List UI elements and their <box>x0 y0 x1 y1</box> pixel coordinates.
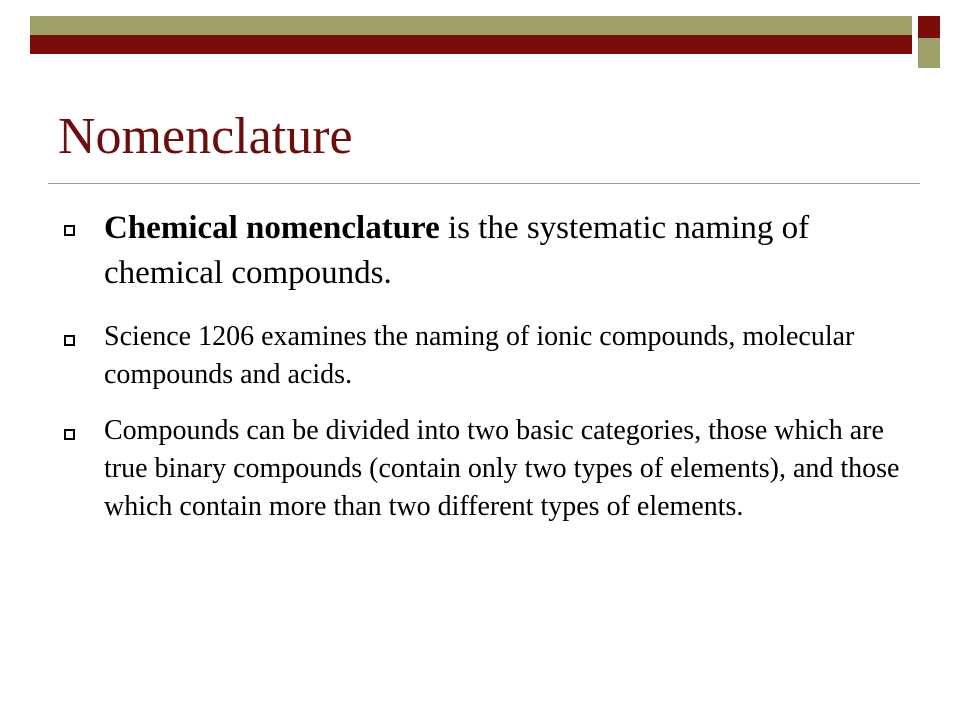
hollow-square-icon <box>64 225 75 236</box>
hollow-square-icon <box>64 335 75 346</box>
title-divider <box>48 183 920 184</box>
header-band-olive <box>30 16 912 35</box>
bullet-bold-term: Chemical nomenclature <box>104 210 440 246</box>
hollow-square-icon <box>64 429 75 440</box>
bullet-text <box>104 206 912 296</box>
header-square-olive <box>918 38 940 68</box>
bullet-text: Compounds can be divided into two basic categories, those which are true binary compounds (contain only two types of elements), and those which contain more than two different types of elements. <box>104 415 900 522</box>
bullet-text: Science 1206 examines the naming of ionic compounds, molecular compounds and acids. <box>104 321 855 390</box>
header-square-maroon <box>918 16 940 38</box>
bullet-body: is the systematic naming of chemical compounds. <box>104 210 810 291</box>
slide-title: Nomenclature <box>58 108 353 165</box>
header-band-maroon <box>30 35 912 54</box>
